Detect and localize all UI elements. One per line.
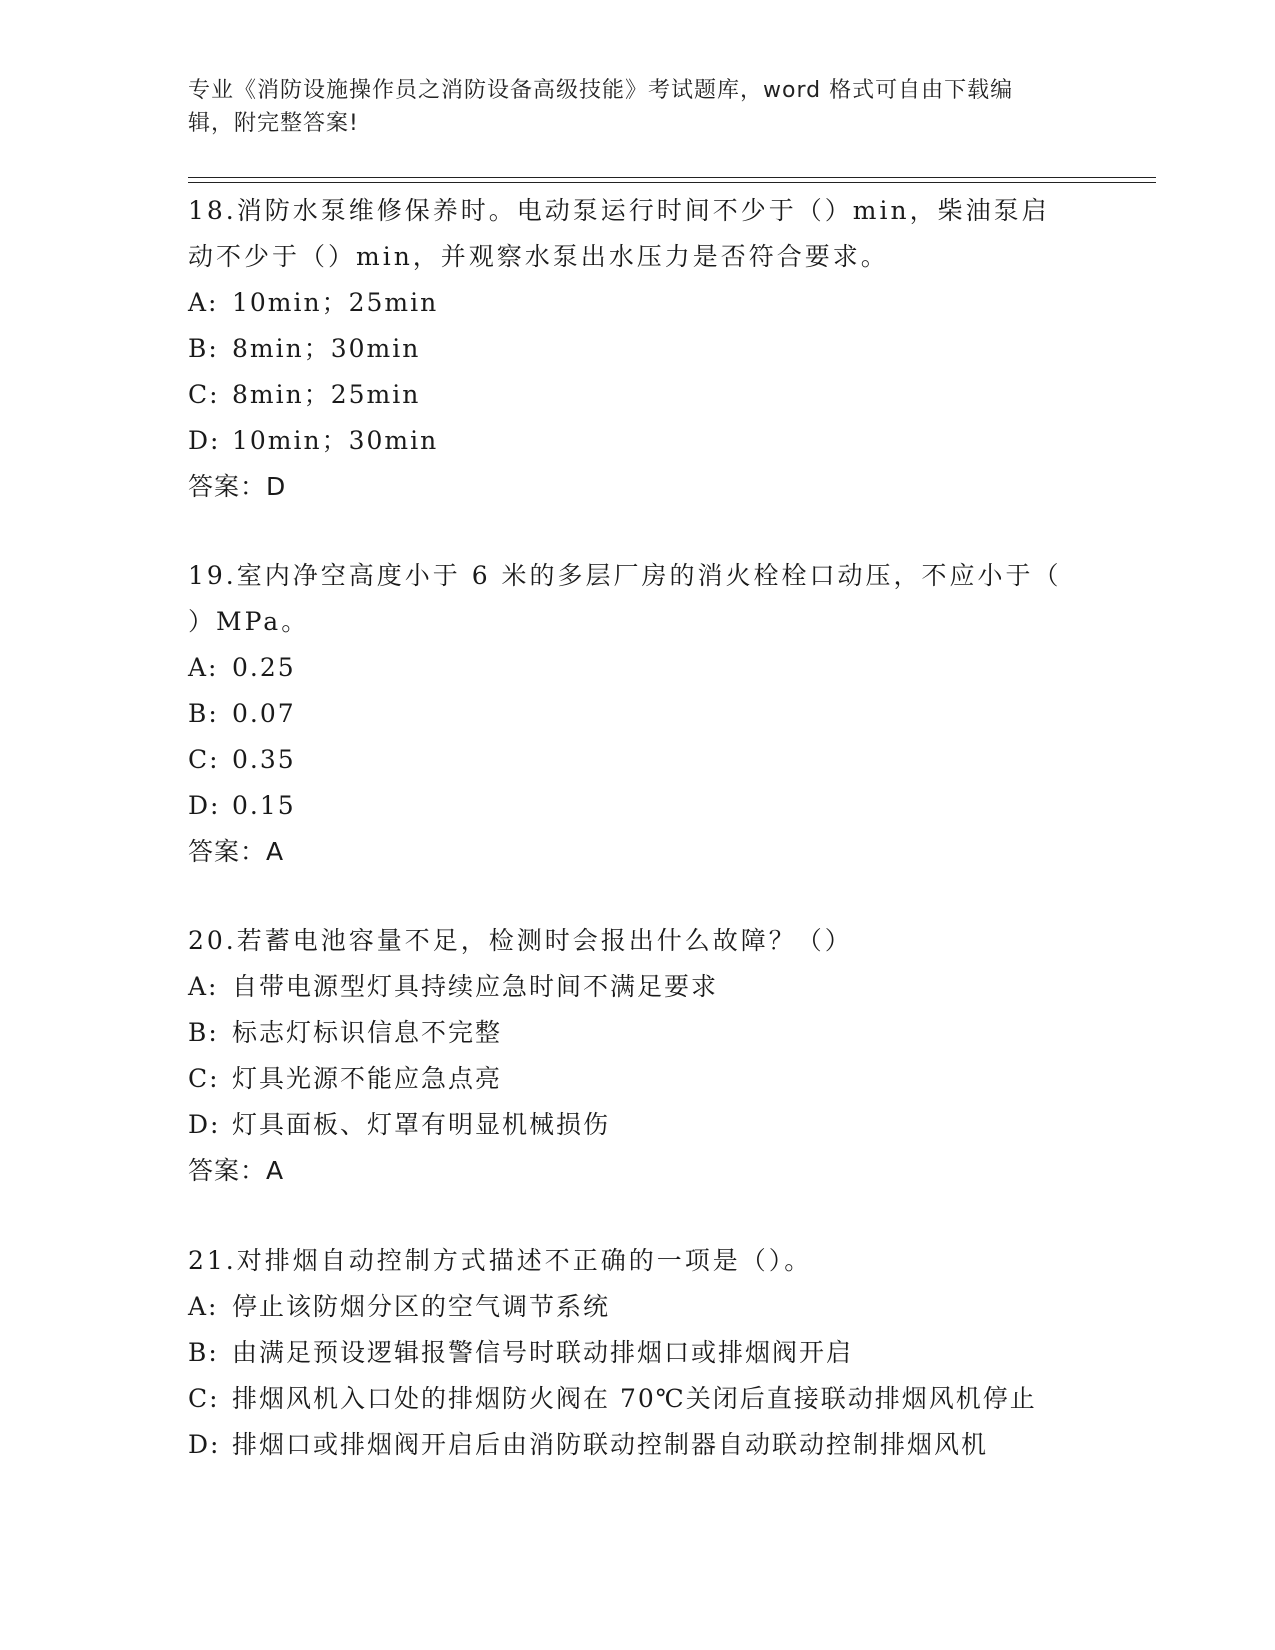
option-b — [188, 691, 1088, 737]
option-a — [188, 964, 1088, 1010]
question-21 — [188, 1238, 1088, 1468]
header-divider-bottom — [188, 182, 1156, 183]
option-text: 0.15 — [232, 791, 296, 820]
option-c — [188, 1056, 1088, 1102]
option-d — [188, 783, 1088, 829]
question-stem-line: 21.对排烟自动控制方式描述不正确的一项是（）。 — [188, 1246, 813, 1275]
question-stem-line: 19.室内净空高度小于 6 米的多层厂房的消火栓栓口动压，不应小于（ — [188, 561, 1062, 590]
option-key: D: — [188, 791, 221, 820]
option-key: D: — [188, 1110, 221, 1139]
option-key: C: — [188, 1384, 220, 1413]
option-text: 0.35 — [232, 745, 296, 774]
option-text: 标志灯标识信息不完整 — [232, 1018, 503, 1047]
option-key: A: — [188, 972, 219, 1001]
option-text: 8min；30min — [232, 334, 421, 363]
option-text: 排烟风机入口处的排烟防火阀在 70℃关闭后直接联动排烟风机停止 — [232, 1384, 1037, 1413]
question-19 — [188, 553, 1088, 875]
option-a — [188, 280, 1088, 326]
option-b — [188, 1330, 1088, 1376]
header-line-2: 辑，附完整答案! — [188, 111, 359, 136]
option-text: 0.07 — [232, 699, 296, 728]
question-18 — [188, 188, 1088, 510]
option-key: C: — [188, 380, 220, 409]
option-key: C: — [188, 745, 220, 774]
option-key: B: — [188, 1018, 219, 1047]
option-d — [188, 418, 1088, 464]
option-text: 10min；25min — [232, 288, 439, 317]
answer-line: 答案：A — [188, 1156, 285, 1185]
option-c — [188, 737, 1088, 783]
question-stem-line: 20.若蓄电池容量不足，检测时会报出什么故障？（） — [188, 926, 853, 955]
question-20 — [188, 918, 1088, 1194]
option-key: A: — [188, 653, 219, 682]
option-text: 停止该防烟分区的空气调节系统 — [232, 1292, 611, 1321]
header-line-1: 专业《消防设施操作员之消防设备高级技能》考试题库，word 格式可自由下载编 — [188, 78, 1014, 103]
option-text: 0.25 — [232, 653, 296, 682]
question-stem-line: 18.消防水泵维修保养时。电动泵运行时间不少于（）min，柴油泵启 — [188, 196, 1050, 225]
option-c — [188, 372, 1088, 418]
option-text: 灯具面板、灯罩有明显机械损伤 — [232, 1110, 611, 1139]
option-text: 自带电源型灯具持续应急时间不满足要求 — [232, 972, 719, 1001]
header-divider-top — [188, 177, 1156, 178]
option-key: B: — [188, 334, 219, 363]
option-d — [188, 1102, 1088, 1148]
option-text: 8min；25min — [232, 380, 421, 409]
option-b — [188, 1010, 1088, 1056]
option-key: A: — [188, 1292, 219, 1321]
option-key: C: — [188, 1064, 220, 1093]
option-key: B: — [188, 1338, 219, 1367]
option-a — [188, 645, 1088, 691]
answer-line: 答案：D — [188, 472, 287, 501]
option-c — [188, 1376, 1088, 1422]
option-key: D: — [188, 426, 221, 455]
question-stem-line: 动不少于（）min，并观察水泵出水压力是否符合要求。 — [188, 242, 889, 271]
option-a — [188, 1284, 1088, 1330]
option-d — [188, 1422, 1088, 1468]
option-key: D: — [188, 1430, 221, 1459]
option-text: 灯具光源不能应急点亮 — [232, 1064, 503, 1093]
option-text: 排烟口或排烟阀开启后由消防联动控制器自动联动控制排烟风机 — [232, 1430, 989, 1459]
option-b — [188, 326, 1088, 372]
question-stem-line: ）MPa。 — [188, 607, 310, 636]
document-header — [188, 74, 1088, 140]
answer-line: 答案：A — [188, 837, 285, 866]
option-text: 由满足预设逻辑报警信号时联动排烟口或排烟阀开启 — [232, 1338, 854, 1367]
option-key: A: — [188, 288, 219, 317]
option-text: 10min；30min — [232, 426, 439, 455]
option-key: B: — [188, 699, 219, 728]
